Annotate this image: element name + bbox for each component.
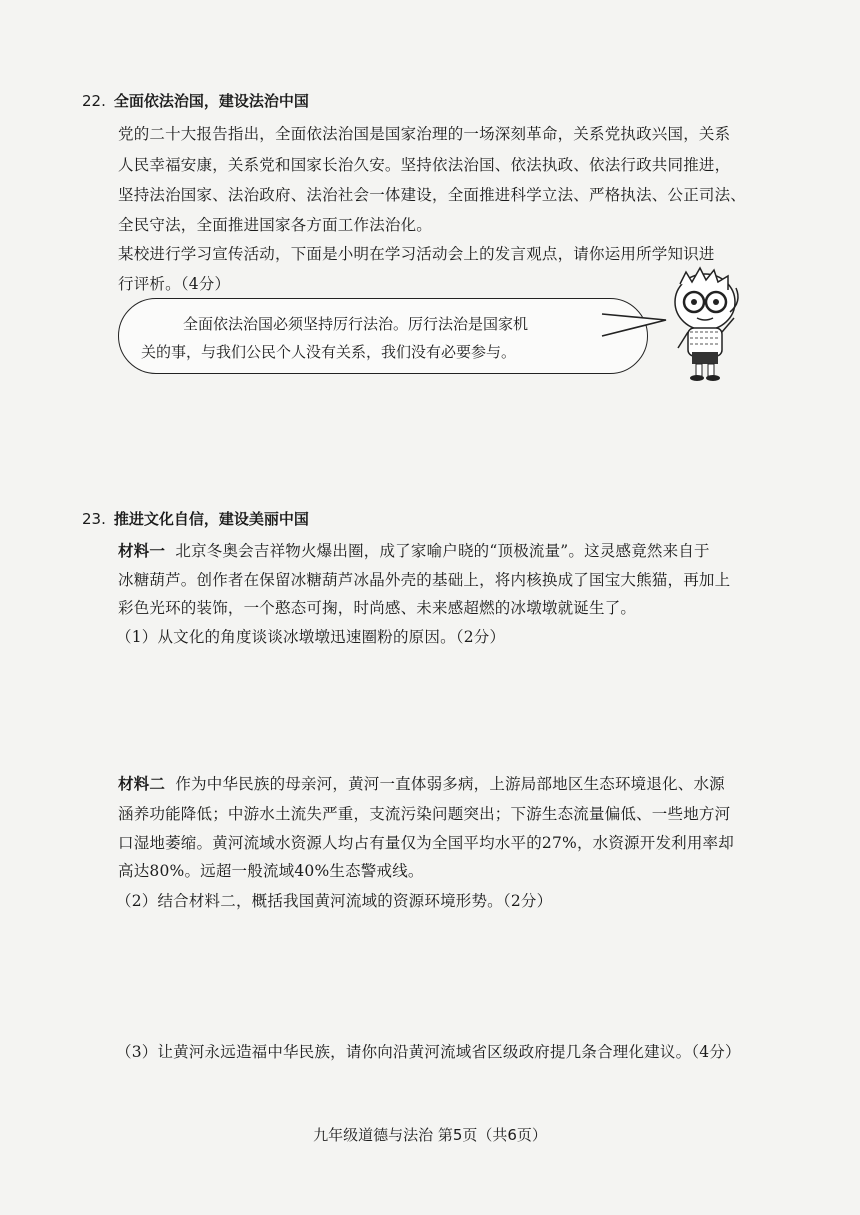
q22-line-6: 行评析。（4分） bbox=[118, 275, 231, 293]
q22-line-1: 党的二十大报告指出，全面依法治国是国家治理的一场深刻革命，关系党执政兴国，关系 bbox=[118, 125, 731, 143]
q23-material2-line-4: 高达80%。远超一般流域40%生态警戒线。 bbox=[118, 862, 424, 880]
bubble-line-1: 全面依法治国必须坚持厉行法治。厉行法治是国家机 bbox=[183, 315, 529, 333]
q23-subquestion-3: （3）让黄河永远造福中华民族，请你向沿黄河流域省区级政府提几条合理化建议。（4分） bbox=[116, 1043, 741, 1061]
q22-line-5: 某校进行学习宣传活动，下面是小明在学习活动会上的发言观点，请你运用所学知识进 bbox=[118, 245, 715, 263]
q23-material1-line-2: 冰糖葫芦。创作者在保留冰糖葫芦冰晶外壳的基础上，将内核换成了国宝大熊猫，再加上 bbox=[118, 571, 731, 589]
q23-subquestion-2: （2）结合材料二，概括我国黄河流域的资源环境形势。（2分） bbox=[116, 892, 553, 910]
q23-material2-line-1 bbox=[118, 772, 725, 794]
q22-number: 22. bbox=[82, 92, 106, 110]
q23-material1-line-3: 彩色光环的装饰，一个憨态可掬，时尚感、未来感超燃的冰墩墩就诞生了。 bbox=[118, 599, 637, 617]
q23-material2-line-3: 口湿地萎缩。黄河流域水资源人均占有量仅为全国平均水平的27%，水资源开发利用率却 bbox=[118, 834, 734, 852]
cartoon-boy-illustration bbox=[650, 262, 770, 382]
q23-material1-line-1 bbox=[118, 539, 710, 561]
q22-line-3: 坚持法治国家、法治政府、法治社会一体建设，全面推进科学立法、严格执法、公正司法、 bbox=[118, 186, 747, 204]
q22-line-4: 全民守法，全面推进国家各方面工作法治化。 bbox=[118, 216, 433, 234]
page-footer: 九年级道德与法治 第5页（共6页） bbox=[313, 1126, 547, 1144]
speech-bubble bbox=[118, 298, 648, 374]
q23-subquestion-1: （1）从文化的角度谈谈冰墩墩迅速圈粉的原因。（2分） bbox=[116, 628, 506, 646]
q23-heading bbox=[82, 508, 309, 529]
material1-text-1: 北京冬奥会吉祥物火爆出圈，成了家喻户晓的“顶极流量”。这灵感竟然来自于 bbox=[175, 542, 710, 560]
material2-label: 材料二 bbox=[118, 775, 166, 793]
material2-text-1: 作为中华民族的母亲河，黄河一直体弱多病，上游局部地区生态环境退化、水源 bbox=[175, 775, 725, 793]
q23-material2-line-2: 涵养功能降低；中游水土流失严重，支流污染问题突出；下游生态流量偏低、一些地方河 bbox=[118, 805, 731, 823]
q23-number: 23. bbox=[82, 510, 106, 528]
q23-title: 推进文化自信，建设美丽中国 bbox=[113, 510, 309, 528]
bubble-line-2: 关的事，与我们公民个人没有关系，我们没有必要参与。 bbox=[141, 343, 517, 361]
material1-label: 材料一 bbox=[118, 542, 166, 560]
q22-title: 全面依法治国，建设法治中国 bbox=[113, 92, 309, 110]
q22-line-2: 人民幸福安康，关系党和国家长治久安。坚持依法治国、依法执政、依法行政共同推进， bbox=[118, 156, 731, 174]
q22-heading bbox=[82, 90, 309, 111]
